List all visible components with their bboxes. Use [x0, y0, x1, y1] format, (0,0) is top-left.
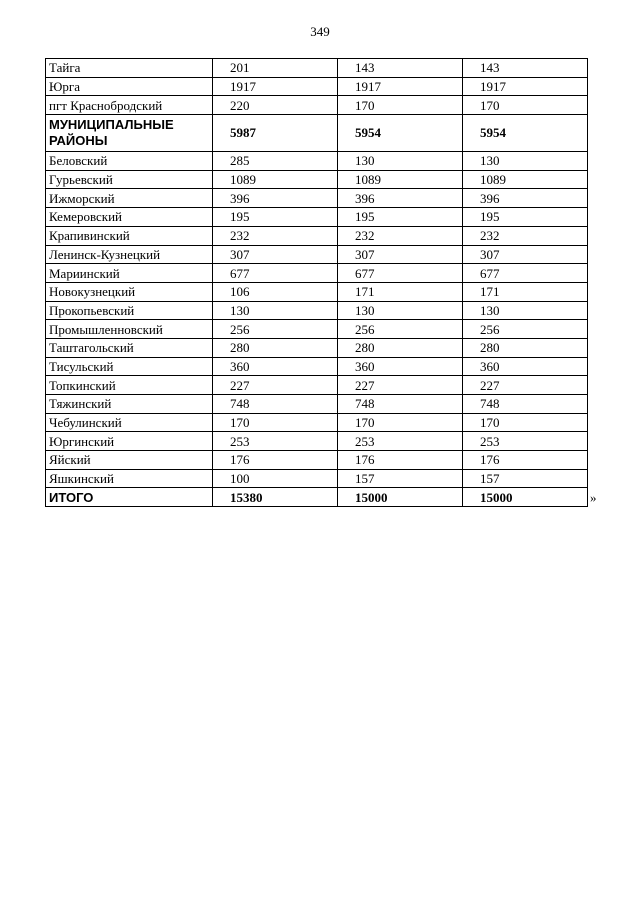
row-name-cell: Топкинский	[46, 376, 213, 395]
row-value-cell-2: 232	[338, 226, 463, 245]
row-value-cell-2: 227	[338, 376, 463, 395]
row-value-cell-2: 170	[338, 96, 463, 115]
table-row	[46, 395, 588, 414]
row-value-cell-2: 157	[338, 469, 463, 488]
row-value-cell-2: 360	[338, 357, 463, 376]
table-row	[46, 301, 588, 320]
row-value-cell-2: 130	[338, 301, 463, 320]
row-value-cell-3: 171	[463, 282, 588, 301]
row-value-cell-1: 256	[213, 320, 338, 339]
row-name-cell: Беловский	[46, 152, 213, 171]
row-value-cell-1: 106	[213, 282, 338, 301]
row-value-cell-1: 130	[213, 301, 338, 320]
row-value-cell-2: 1917	[338, 77, 463, 96]
row-value-cell-3: 176	[463, 451, 588, 470]
row-value-cell-1: 100	[213, 469, 338, 488]
row-value-cell-3: 170	[463, 96, 588, 115]
row-value-cell-3: 307	[463, 245, 588, 264]
row-name-cell: Прокопьевский	[46, 301, 213, 320]
row-value-cell-1: 1089	[213, 170, 338, 189]
row-value-cell-2: 5954	[338, 115, 463, 152]
row-value-cell-3: 130	[463, 301, 588, 320]
row-name-cell: Таштагольский	[46, 338, 213, 357]
table-row	[46, 170, 588, 189]
row-value-cell-3: 15000	[463, 488, 588, 507]
row-value-cell-3: 157	[463, 469, 588, 488]
table-row	[46, 208, 588, 227]
table-row	[46, 469, 588, 488]
row-value-cell-2: 280	[338, 338, 463, 357]
row-value-cell-2: 130	[338, 152, 463, 171]
row-name-cell: Мариинский	[46, 264, 213, 283]
table-row	[46, 226, 588, 245]
row-value-cell-2: 1089	[338, 170, 463, 189]
row-name-cell: Кемеровский	[46, 208, 213, 227]
row-value-cell-1: 220	[213, 96, 338, 115]
row-value-cell-2: 256	[338, 320, 463, 339]
row-value-cell-2: 253	[338, 432, 463, 451]
table-row	[46, 432, 588, 451]
row-name-cell: Яйский	[46, 451, 213, 470]
row-value-cell-3: 396	[463, 189, 588, 208]
table-row	[46, 357, 588, 376]
row-value-cell-1: 232	[213, 226, 338, 245]
row-value-cell-3: 360	[463, 357, 588, 376]
table-row	[46, 77, 588, 96]
row-name-cell: Ижморский	[46, 189, 213, 208]
row-value-cell-3: 232	[463, 226, 588, 245]
row-value-cell-1: 195	[213, 208, 338, 227]
row-name-cell: Гурьевский	[46, 170, 213, 189]
data-table	[45, 58, 588, 507]
row-value-cell-3: 170	[463, 413, 588, 432]
closing-quote: »	[590, 490, 597, 505]
row-value-cell-2: 176	[338, 451, 463, 470]
row-name-cell: Промышленновский	[46, 320, 213, 339]
row-name-cell: Тисульский	[46, 357, 213, 376]
table-row	[46, 338, 588, 357]
table-row	[46, 282, 588, 301]
row-value-cell-3: 130	[463, 152, 588, 171]
table-row	[46, 488, 588, 507]
row-value-cell-3: 280	[463, 338, 588, 357]
table-row	[46, 320, 588, 339]
row-value-cell-1: 201	[213, 59, 338, 78]
row-value-cell-2: 171	[338, 282, 463, 301]
table-body	[46, 59, 588, 507]
row-value-cell-1: 396	[213, 189, 338, 208]
table-row	[46, 451, 588, 470]
row-name-cell: Ленинск-Кузнецкий	[46, 245, 213, 264]
row-name-cell: Юрга	[46, 77, 213, 96]
row-value-cell-3: 195	[463, 208, 588, 227]
table-row	[46, 413, 588, 432]
row-value-cell-3: 143	[463, 59, 588, 78]
table-row	[46, 115, 588, 152]
row-value-cell-3: 677	[463, 264, 588, 283]
row-value-cell-3: 748	[463, 395, 588, 414]
row-value-cell-1: 176	[213, 451, 338, 470]
row-value-cell-3: 1917	[463, 77, 588, 96]
table-row	[46, 189, 588, 208]
row-value-cell-1: 227	[213, 376, 338, 395]
row-value-cell-2: 748	[338, 395, 463, 414]
row-name-cell: пгт Краснобродский	[46, 96, 213, 115]
row-value-cell-2: 307	[338, 245, 463, 264]
row-value-cell-1: 253	[213, 432, 338, 451]
row-name-cell: Крапивинский	[46, 226, 213, 245]
row-name-cell: Чебулинский	[46, 413, 213, 432]
row-value-cell-2: 396	[338, 189, 463, 208]
row-value-cell-3: 256	[463, 320, 588, 339]
row-name-cell: Тяжинский	[46, 395, 213, 414]
table-row	[46, 96, 588, 115]
table-row	[46, 152, 588, 171]
row-value-cell-1: 748	[213, 395, 338, 414]
row-value-cell-2: 15000	[338, 488, 463, 507]
table-row	[46, 59, 588, 78]
row-value-cell-3: 5954	[463, 115, 588, 152]
row-value-cell-3: 1089	[463, 170, 588, 189]
row-value-cell-1: 307	[213, 245, 338, 264]
row-value-cell-3: 253	[463, 432, 588, 451]
table-row	[46, 264, 588, 283]
row-value-cell-3: 227	[463, 376, 588, 395]
row-value-cell-2: 677	[338, 264, 463, 283]
row-value-cell-1: 15380	[213, 488, 338, 507]
table-row	[46, 376, 588, 395]
row-value-cell-1: 170	[213, 413, 338, 432]
row-value-cell-1: 360	[213, 357, 338, 376]
row-value-cell-2: 143	[338, 59, 463, 78]
table-row	[46, 245, 588, 264]
row-value-cell-1: 1917	[213, 77, 338, 96]
row-name-cell: МУНИЦИПАЛЬНЫЕ РАЙОНЫ	[46, 115, 213, 152]
row-value-cell-1: 280	[213, 338, 338, 357]
row-name-cell: Яшкинский	[46, 469, 213, 488]
page-number: 349	[310, 24, 330, 39]
row-value-cell-1: 677	[213, 264, 338, 283]
row-value-cell-1: 285	[213, 152, 338, 171]
row-name-cell: ИТОГО	[46, 488, 213, 507]
row-value-cell-2: 170	[338, 413, 463, 432]
row-name-cell: Новокузнецкий	[46, 282, 213, 301]
row-name-cell: Тайга	[46, 59, 213, 78]
row-value-cell-2: 195	[338, 208, 463, 227]
row-value-cell-1: 5987	[213, 115, 338, 152]
row-name-cell: Юргинский	[46, 432, 213, 451]
